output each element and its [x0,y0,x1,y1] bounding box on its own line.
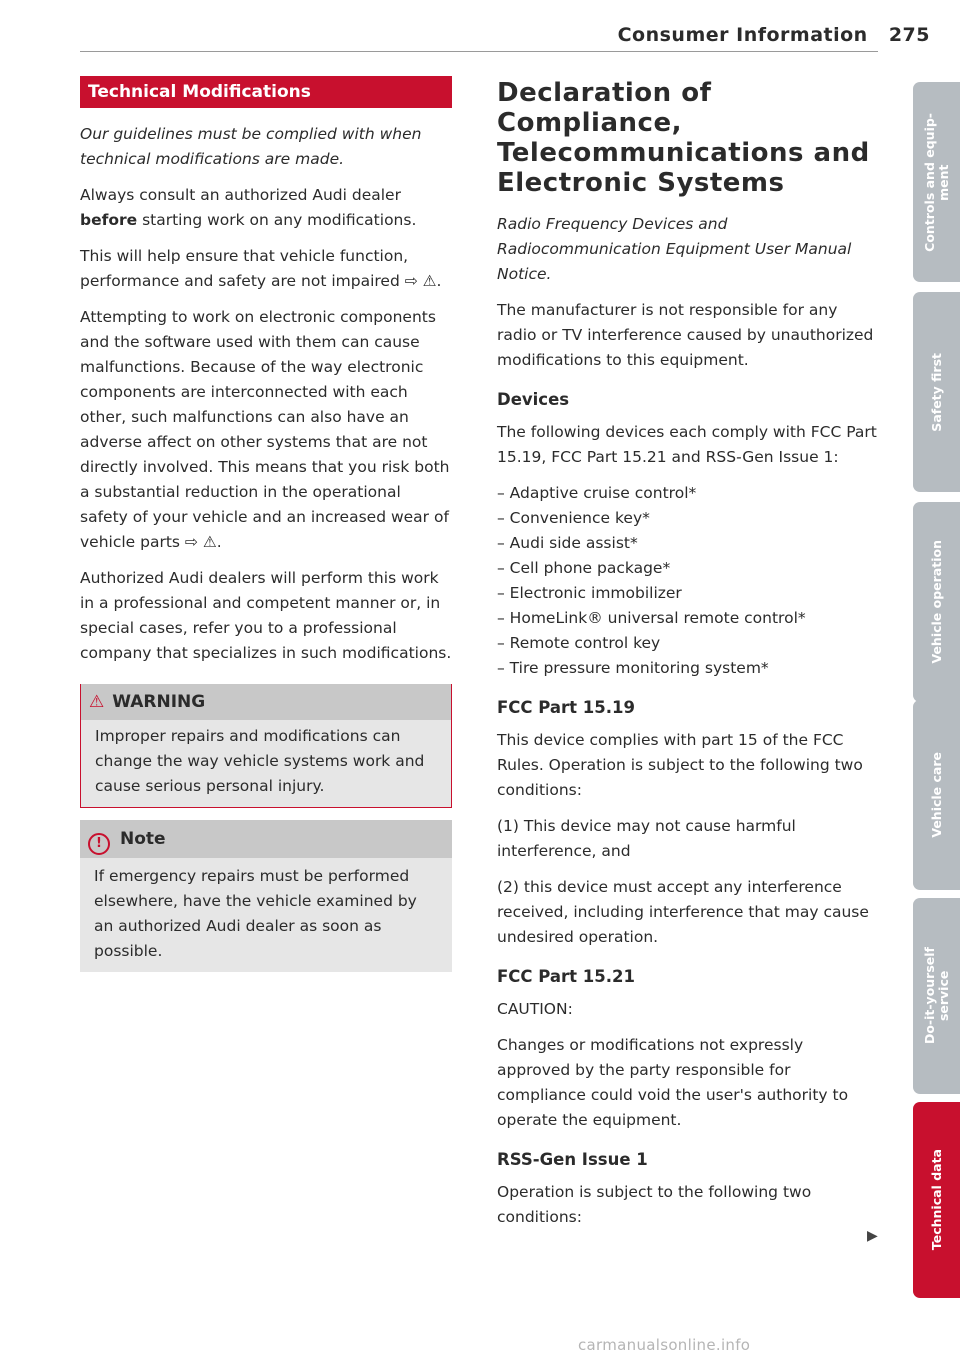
devices-list [497,481,877,681]
tab-safety-first[interactable] [913,292,960,492]
manufacturer-disclaimer: The manufacturer is not responsible for any radio or TV interference caused by unauthorized modifications to this equipment. [497,301,874,369]
list-item: – Cell phone package* [497,559,671,577]
p1-pre: Always consult an authorized Audi dealer [80,186,401,204]
tab-technical-data[interactable] [913,1102,960,1298]
tab-label: Vehicle operation [928,540,944,664]
page-number: 275 [888,24,930,46]
declaration-intro: Radio Frequency Devices and Radiocommunication Equipment User Manual Notice. [497,215,852,283]
watermark: carmanualsonline.info [578,1336,751,1354]
right-column [497,76,877,1241]
tab-controls-and-equipment[interactable] [913,82,960,282]
tab-label: Technical data [928,1149,944,1251]
tab-label: Controls and equip- ment [921,112,951,252]
list-item: – Audi side assist* [497,534,638,552]
paragraph-consult [80,183,452,233]
note-header [80,820,452,858]
list-item: – Convenience key* [497,509,650,527]
tab-label: Do-it-yourself service [921,947,951,1045]
fcc-1519-text: This device complies with part 15 of the FCC Rules. Operation is subject to the following two conditions: [497,731,863,799]
left-column [80,76,452,972]
caution-label: CAUTION: [497,1000,573,1018]
condition-1: (1) This device may not cause harmful interference, and [497,817,796,860]
rss-gen-heading: RSS-Gen Issue 1 [497,1150,648,1169]
warning-triangle-icon: ⚠ [89,692,105,712]
tab-label: Vehicle care [928,752,944,838]
p1-post: starting work on any modifications. [137,211,417,229]
tab-do-it-yourself-service[interactable] [913,898,960,1094]
p1-bold: before [80,211,138,229]
devices-heading: Devices [497,390,570,409]
tab-vehicle-operation[interactable] [913,502,960,702]
continue-arrow-icon: ▶ [867,1228,878,1244]
note-box [80,820,452,972]
fcc-1521-heading: FCC Part 15.21 [497,967,635,986]
header-rule [80,51,878,52]
note-info-icon: ! [88,833,110,855]
warning-text: Improper repairs and modifications can change the way vehicle systems work and cause serious personal injury. [95,727,425,795]
list-item: – Electronic immobilizer [497,584,682,602]
tab-vehicle-care[interactable] [913,700,960,890]
declaration-title: Declaration of Compliance, Telecommunications and Electronic Systems [497,78,870,198]
devices-text: The following devices each comply with FCC Part 15.19, FCC Part 15.21 and RSS-Gen Issue 1: [497,423,877,466]
condition-2: (2) this device must accept any interference received, including interference that may cause undesired operation. [497,878,869,946]
list-item: – Tire pressure monitoring system* [497,659,769,677]
page-header [618,24,930,46]
warning-header [81,684,451,720]
paragraph-dealers: Authorized Audi dealers will perform this work in a professional and competent manner or, in special cases, refer you to a professional company that specializes in such modifications. [80,569,452,662]
paragraph-ensure: This will help ensure that vehicle function, performance and safety are not impaired ⇨ ⚠. [80,247,442,290]
header-section-title: Consumer Information [617,24,868,46]
paragraph-electronics: Attempting to work on electronic components and the software used with them can cause malfunctions. Because of the way electronic components are interconnected with each other, such malfunctions can also have an adverse affect on other systems that are not directly involved. This means that you risk both a substantial reduction in the operational safety of your vehicle and an increased wear of vehicle parts ⇨ ⚠. [80,308,450,551]
fcc-1521-text: Changes or modifications not expressly approved by the party responsible for compliance could void the user's authority to operate the equipment. [497,1036,849,1129]
intro-text: Our guidelines must be complied with when technical modifications are made. [80,125,422,168]
tab-label: Safety first [928,352,944,432]
technical-modifications-banner: Technical Modifications [80,76,452,108]
list-item: – Adaptive cruise control* [497,484,697,502]
note-text: If emergency repairs must be performed elsewhere, have the vehicle examined by an authorized Audi dealer as soon as possible. [94,867,417,960]
list-item: – HomeLink® universal remote control* [497,609,806,627]
list-item: – Remote control key [497,634,661,652]
fcc-1519-heading: FCC Part 15.19 [497,698,635,717]
warning-box [80,684,452,808]
warning-title: WARNING [112,692,206,712]
rss-gen-text: Operation is subject to the following two conditions: [497,1183,812,1226]
note-title: Note [120,829,166,849]
